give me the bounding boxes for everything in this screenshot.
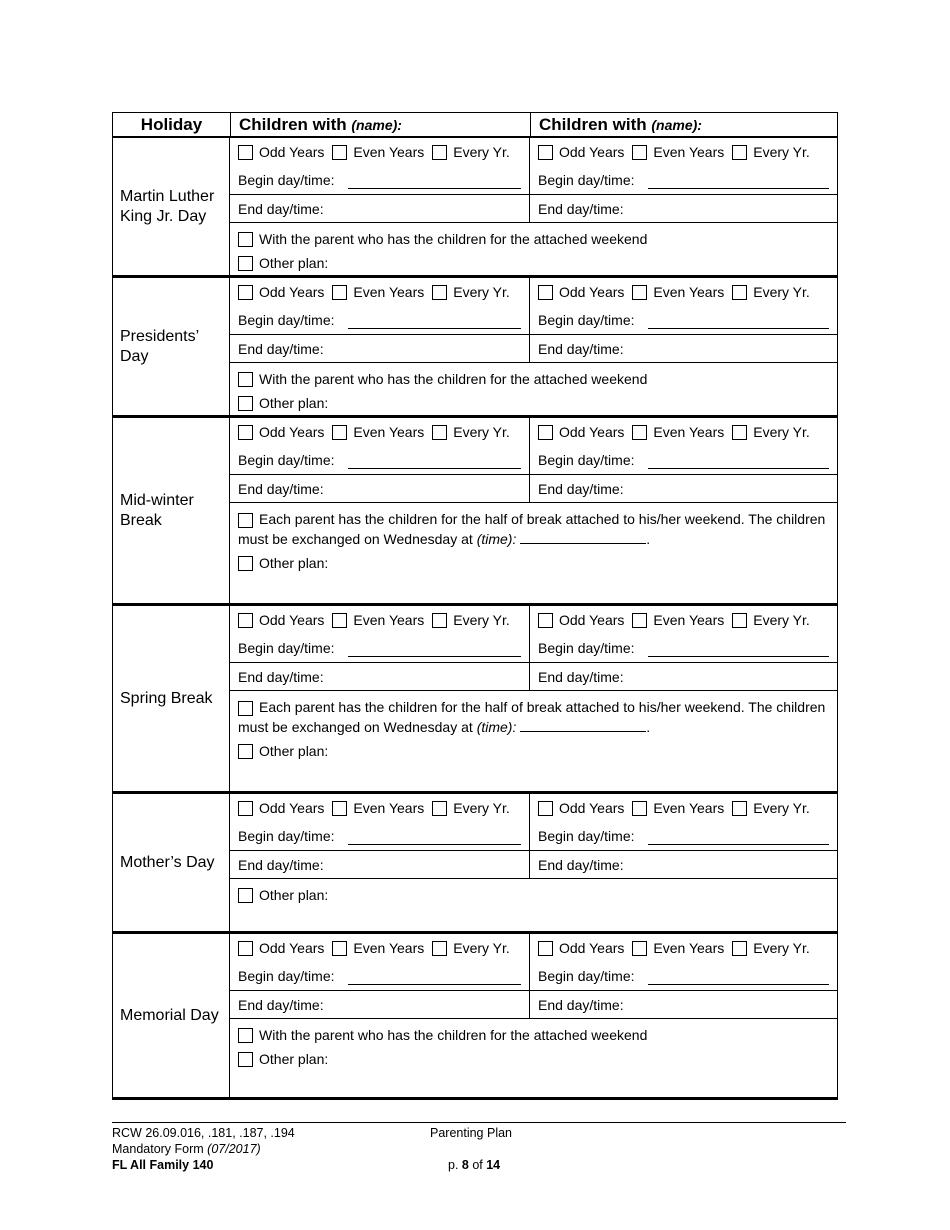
every-year-checkbox[interactable] bbox=[432, 801, 447, 816]
odd-years-checkbox[interactable] bbox=[538, 941, 553, 956]
odd-years-checkbox[interactable] bbox=[238, 285, 253, 300]
every-year-checkbox[interactable] bbox=[432, 941, 447, 956]
odd-years-checkbox[interactable] bbox=[538, 145, 553, 160]
begin-time-field[interactable] bbox=[648, 640, 829, 657]
even-years-checkbox[interactable] bbox=[632, 941, 647, 956]
every-year-checkbox[interactable] bbox=[432, 285, 447, 300]
even-years-checkbox[interactable] bbox=[632, 425, 647, 440]
even-years-checkbox[interactable] bbox=[632, 613, 647, 628]
holiday-section-spring: Spring Break Odd Years Even Years Every Yr. Begin day/time: End day/time: Odd Years Even Years Every Yr. Begin day/time: End day/time: Each parent has the children for the half of break attached to his/her weekend. The children must be exchanged on Wednesday at (time): . Other plan: bbox=[113, 606, 837, 794]
other-plan-checkbox[interactable] bbox=[238, 888, 253, 903]
every-year-checkbox[interactable] bbox=[732, 801, 747, 816]
exchange-time-field[interactable] bbox=[520, 717, 646, 732]
even-years-checkbox[interactable] bbox=[332, 285, 347, 300]
begin-time-field[interactable] bbox=[648, 172, 829, 189]
other-plan-checkbox[interactable] bbox=[238, 396, 253, 411]
begin-time-field[interactable] bbox=[348, 828, 521, 845]
even-years-checkbox[interactable] bbox=[332, 613, 347, 628]
attached-weekend-checkbox[interactable] bbox=[238, 372, 253, 387]
holiday-section-mlk: Martin Luther King Jr. Day Odd Years Even Years Every Yr. Begin day/time: End day/time: Odd Years Even Years Every Yr. Begin day/time: End day/time: With the parent who has the children for the attached weekend Other plan: bbox=[113, 138, 837, 278]
children-with-header-2: Children with (name): bbox=[539, 115, 702, 134]
holiday-section-presidents: Presidents’ Day Odd Years Even Years Every Yr. Begin day/time: End day/time: Odd Years Even Years Every Yr. Begin day/time: End day/time: With the parent who has the children for the attached weekend Other plan: bbox=[113, 278, 837, 418]
holiday-label: Martin Luther King Jr. Day bbox=[113, 138, 230, 275]
rcw-citation: RCW 26.09.016, .181, .187, .194 bbox=[112, 1126, 295, 1140]
odd-years-checkbox[interactable] bbox=[238, 941, 253, 956]
even-years-checkbox[interactable] bbox=[332, 145, 347, 160]
every-year-checkbox[interactable] bbox=[732, 613, 747, 628]
other-plan-checkbox[interactable] bbox=[238, 744, 253, 759]
begin-time-field[interactable] bbox=[348, 968, 521, 985]
odd-years-checkbox[interactable] bbox=[238, 801, 253, 816]
holiday-label: Spring Break bbox=[113, 606, 230, 791]
document-title: Parenting Plan bbox=[430, 1126, 513, 1140]
even-years-checkbox[interactable] bbox=[632, 145, 647, 160]
every-year-checkbox[interactable] bbox=[732, 285, 747, 300]
odd-years-checkbox[interactable] bbox=[538, 801, 553, 816]
holiday-section-midwinter: Mid-winter Break Odd Years Even Years Every Yr. Begin day/time: End day/time: Odd Years Even Years Every Yr. Begin day/time: End day/time: Each parent has the children for the half of break attached to his/her weekend. The children must be exchanged on Wednesday at (time): . Other plan: bbox=[113, 418, 837, 606]
holiday-label: Mid-winter Break bbox=[113, 418, 230, 603]
mandatory-form: Mandatory Form (07/2017) bbox=[112, 1142, 261, 1156]
form-id: FL All Family 140 bbox=[112, 1158, 214, 1172]
begin-time-field[interactable] bbox=[648, 452, 829, 469]
half-break-checkbox[interactable] bbox=[238, 513, 253, 528]
other-plan-checkbox[interactable] bbox=[238, 556, 253, 571]
holiday-label: Mother’s Day bbox=[113, 794, 230, 931]
page-number: p. 8 of 14 bbox=[448, 1158, 501, 1172]
begin-time-field[interactable] bbox=[348, 452, 521, 469]
every-year-checkbox[interactable] bbox=[432, 145, 447, 160]
even-years-checkbox[interactable] bbox=[332, 801, 347, 816]
table-header bbox=[113, 113, 837, 138]
even-years-checkbox[interactable] bbox=[332, 425, 347, 440]
other-plan-checkbox[interactable] bbox=[238, 256, 253, 271]
holiday-section-memorial: Memorial Day Odd Years Even Years Every Yr. Begin day/time: End day/time: Odd Years Even Years Every Yr. Begin day/time: End day/time: With the parent who has the children for the attached weekend Other plan: bbox=[113, 934, 837, 1097]
odd-years-checkbox[interactable] bbox=[238, 145, 253, 160]
even-years-checkbox[interactable] bbox=[632, 801, 647, 816]
begin-time-field[interactable] bbox=[648, 968, 829, 985]
begin-time-field[interactable] bbox=[648, 828, 829, 845]
attached-weekend-checkbox[interactable] bbox=[238, 1028, 253, 1043]
holiday-column-header: Holiday bbox=[113, 113, 231, 136]
even-years-checkbox[interactable] bbox=[632, 285, 647, 300]
attached-weekend-checkbox[interactable] bbox=[238, 232, 253, 247]
odd-years-checkbox[interactable] bbox=[538, 613, 553, 628]
begin-time-field[interactable] bbox=[648, 312, 829, 329]
children-with-header-1: Children with (name): bbox=[231, 113, 531, 136]
other-plan-checkbox[interactable] bbox=[238, 1052, 253, 1067]
every-year-checkbox[interactable] bbox=[432, 425, 447, 440]
every-year-checkbox[interactable] bbox=[732, 425, 747, 440]
every-year-checkbox[interactable] bbox=[432, 613, 447, 628]
exchange-time-field[interactable] bbox=[520, 529, 646, 544]
odd-years-checkbox[interactable] bbox=[238, 425, 253, 440]
begin-time-field[interactable] bbox=[348, 312, 521, 329]
holiday-section-mothers: Mother’s Day Odd Years Even Years Every Yr. Begin day/time: End day/time: Odd Years Even Years Every Yr. Begin day/time: End day/time: Other plan: bbox=[113, 794, 837, 934]
holiday-schedule-table bbox=[112, 112, 838, 1100]
every-year-checkbox[interactable] bbox=[732, 941, 747, 956]
holiday-label: Memorial Day bbox=[113, 934, 230, 1097]
page-footer bbox=[112, 1122, 846, 1172]
half-break-checkbox[interactable] bbox=[238, 701, 253, 716]
begin-time-field[interactable] bbox=[348, 172, 521, 189]
odd-years-checkbox[interactable] bbox=[238, 613, 253, 628]
every-year-checkbox[interactable] bbox=[732, 145, 747, 160]
begin-time-field[interactable] bbox=[348, 640, 521, 657]
holiday-label: Presidents’ Day bbox=[113, 278, 230, 415]
even-years-checkbox[interactable] bbox=[332, 941, 347, 956]
odd-years-checkbox[interactable] bbox=[538, 425, 553, 440]
odd-years-checkbox[interactable] bbox=[538, 285, 553, 300]
